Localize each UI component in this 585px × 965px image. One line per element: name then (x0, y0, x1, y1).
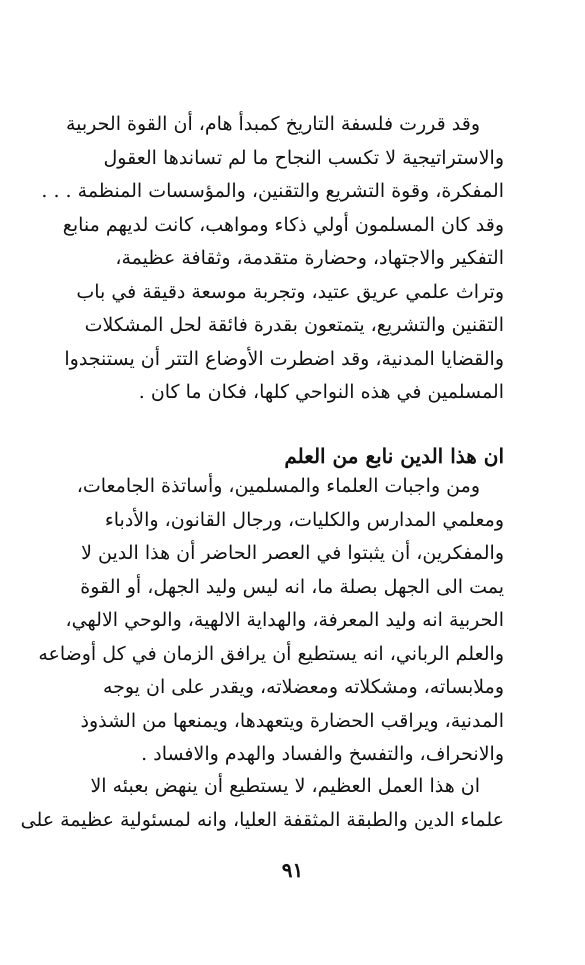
text-line: يمت الى الجهل بصلة ما، انه ليس وليد الجهل، أو القوة (80, 575, 504, 598)
text-line: والقضايا المدنية، وقد اضطرت الأوضاع التتر أن يستنجدوا (64, 347, 504, 370)
paragraph-duties-of-scholars (38, 470, 504, 772)
text-line: ومعلمي المدارس والكليات، ورجال القانون، والأدباء (104, 508, 504, 531)
text-line: وقد قررت فلسفة التاريخ كمبدأ هام، أن القوة الحربية (65, 113, 480, 135)
text-line: والانحراف، والتفسخ والفساد والهدم والافساد . (141, 743, 504, 765)
text-line: التفكير والاجتهاد، وحضارة متقدمة، وثقافة عظيمة، (115, 247, 504, 269)
paragraph-philosophy-of-history (41, 108, 504, 410)
text-line: علماء الدين والطبقة المثقفة العليا، وانه لمسئولية عظيمة على (20, 808, 504, 831)
text-line: ان هذا العمل العظيم، لا يستطيع أن ينهض بعبئه الا (90, 775, 480, 797)
text-line: المفكرة، وقوة التشريع والتقنين، والمؤسسات المنظمة . . . (41, 180, 504, 202)
page-number: ٩١ (281, 858, 304, 882)
text-line: وتراث علمي عريق عتيد، وتجربة موسعة دقيقة في باب (76, 280, 504, 303)
text-line: ومن واجبات العلماء والمسلمين، وأساتذة الجامعات، (76, 475, 480, 497)
text-line: المسلمين في هذه النواحي كلها، فكان ما كان . (138, 381, 504, 403)
text-line: وملابساته، ومشكلاته ومعضلاته، ويقدر على ان يوجه (102, 676, 504, 698)
text-line: وقد كان المسلمون أولي ذكاء ومواهب، كانت لديهم منابع (62, 213, 504, 236)
paragraph-great-work (20, 770, 504, 837)
text-line: الحربية انه وليد المعرفة، والهداية الالهية، والوحي الالهي، (65, 609, 504, 631)
section-heading: ان هذا الدين نابع من العلم (284, 444, 504, 468)
text-line: والعلم الرباني، انه يستطيع أن يرافق الزمان في كل أوضاعه (38, 642, 504, 665)
text-line: والمفكرين، أن يثبتوا في العصر الحاضر أن هذا الدين لا (81, 542, 504, 564)
text-line: المدنية، ويراقب الحضارة ويتعهدها، ويمنعها من الشذوذ (80, 709, 504, 732)
text-line: التقنين والتشريع، يتمتعون بقدرة فائقة لحل المشكلات (84, 314, 504, 336)
text-line: والاستراتيجية لا تكسب النجاح ما لم تساندها العقول (103, 146, 504, 169)
